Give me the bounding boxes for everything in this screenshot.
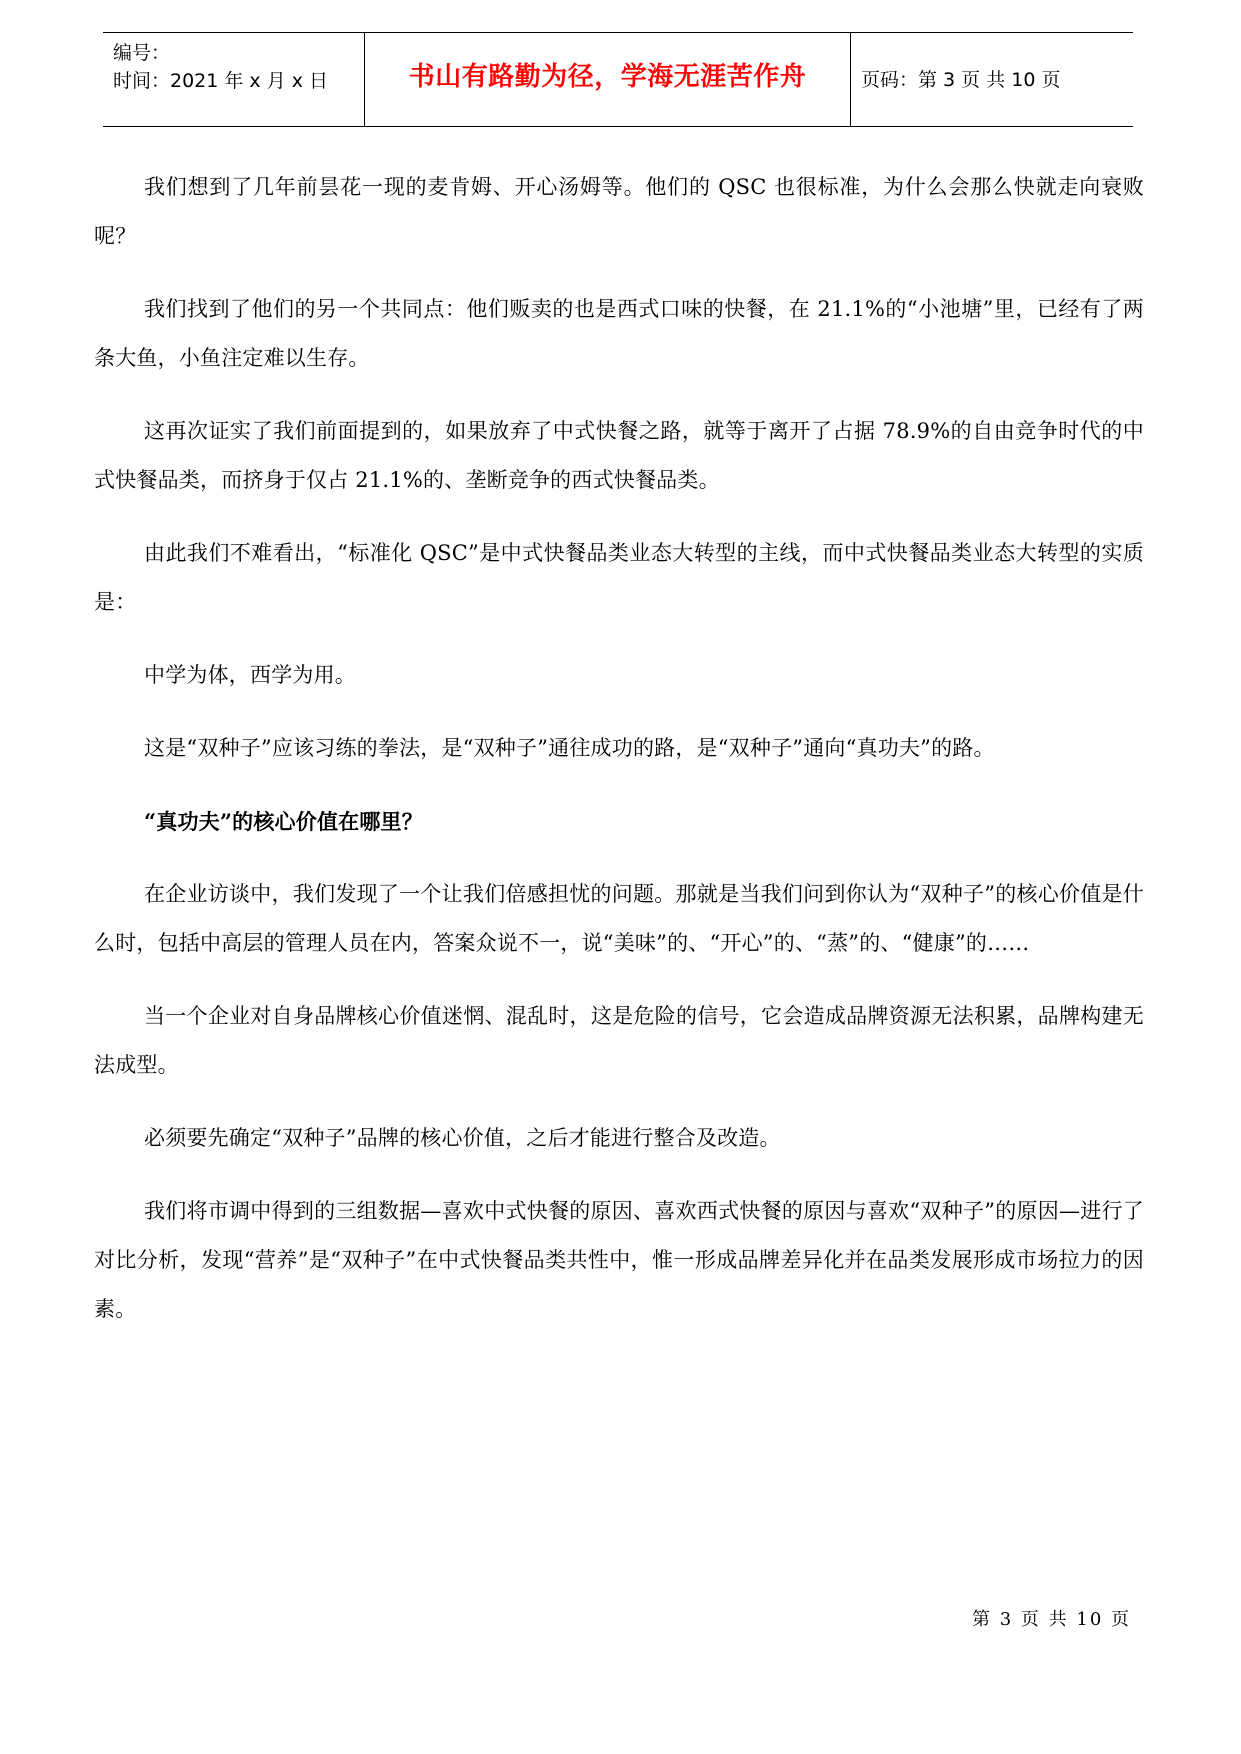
paragraph: 中学为体，西学为用。 [144,663,356,687]
section-heading: “真功夫”的核心价值在哪里？ [144,809,423,834]
page-header [103,32,1133,127]
document-number-label: 编号： [113,42,171,64]
paragraph: 我们想到了几年前昙花一现的麦肯姆、开心汤姆等。他们的 QSC 也很标准，为什么会那么快就走向衰败呢？ [94,175,1144,248]
page-footer-number: 第 3 页 共 10 页 [972,1609,1131,1630]
header-meta [113,39,368,95]
header-divider-right [850,33,851,126]
document-date-label: 时间：2021 年 x 月 x 日 [113,70,329,92]
header-page-number: 页码：第 3 页 共 10 页 [861,69,1061,91]
paragraph: 这是“双种子”应该习练的拳法，是“双种子”通往成功的路，是“双种子”通向“真功夫”的路。 [144,736,995,760]
paragraph: 我们找到了他们的另一个共同点：他们贩卖的也是西式口味的快餐，在 21.1%的“小池塘”里，已经有了两条大鱼，小鱼注定难以生存。 [94,297,1144,370]
paragraph: 在企业访谈中，我们发现了一个让我们倍感担忧的问题。那就是当我们问到你认为“双种子”的核心价值是什么时，包括中高层的管理人员在内，答案众说不一，说“美味”的、“开心”的、“蒸”的、“健康”的…… [94,882,1144,955]
paragraph: 这再次证实了我们前面提到的，如果放弃了中式快餐之路，就等于离开了占据 78.9%的自由竞争时代的中式快餐品类，而挤身于仅占 21.1%的、垄断竞争的西式快餐品类。 [94,419,1144,492]
paragraph: 必须要先确定“双种子”品牌的核心价值，之后才能进行整合及改造。 [144,1126,781,1150]
paragraph: 当一个企业对自身品牌核心价值迷惘、混乱时，这是危险的信号，它会造成品牌资源无法积累，品牌构建无法成型。 [94,1004,1144,1077]
document-body [94,163,1144,1358]
paragraph: 我们将市调中得到的三组数据—喜欢中式快餐的原因、喜欢西式快餐的原因与喜欢“双种子”的原因—进行了对比分析，发现“营养”是“双种子”在中式快餐品类共性中，惟一形成品牌差异化并在品类发展形成市场拉力的因素。 [94,1199,1144,1321]
paragraph: 由此我们不难看出，“标准化 QSC”是中式快餐品类业态大转型的主线，而中式快餐品类业态大转型的实质是： [94,541,1144,614]
header-motto: 书山有路勤为径，学海无涯苦作舟 [408,62,807,92]
